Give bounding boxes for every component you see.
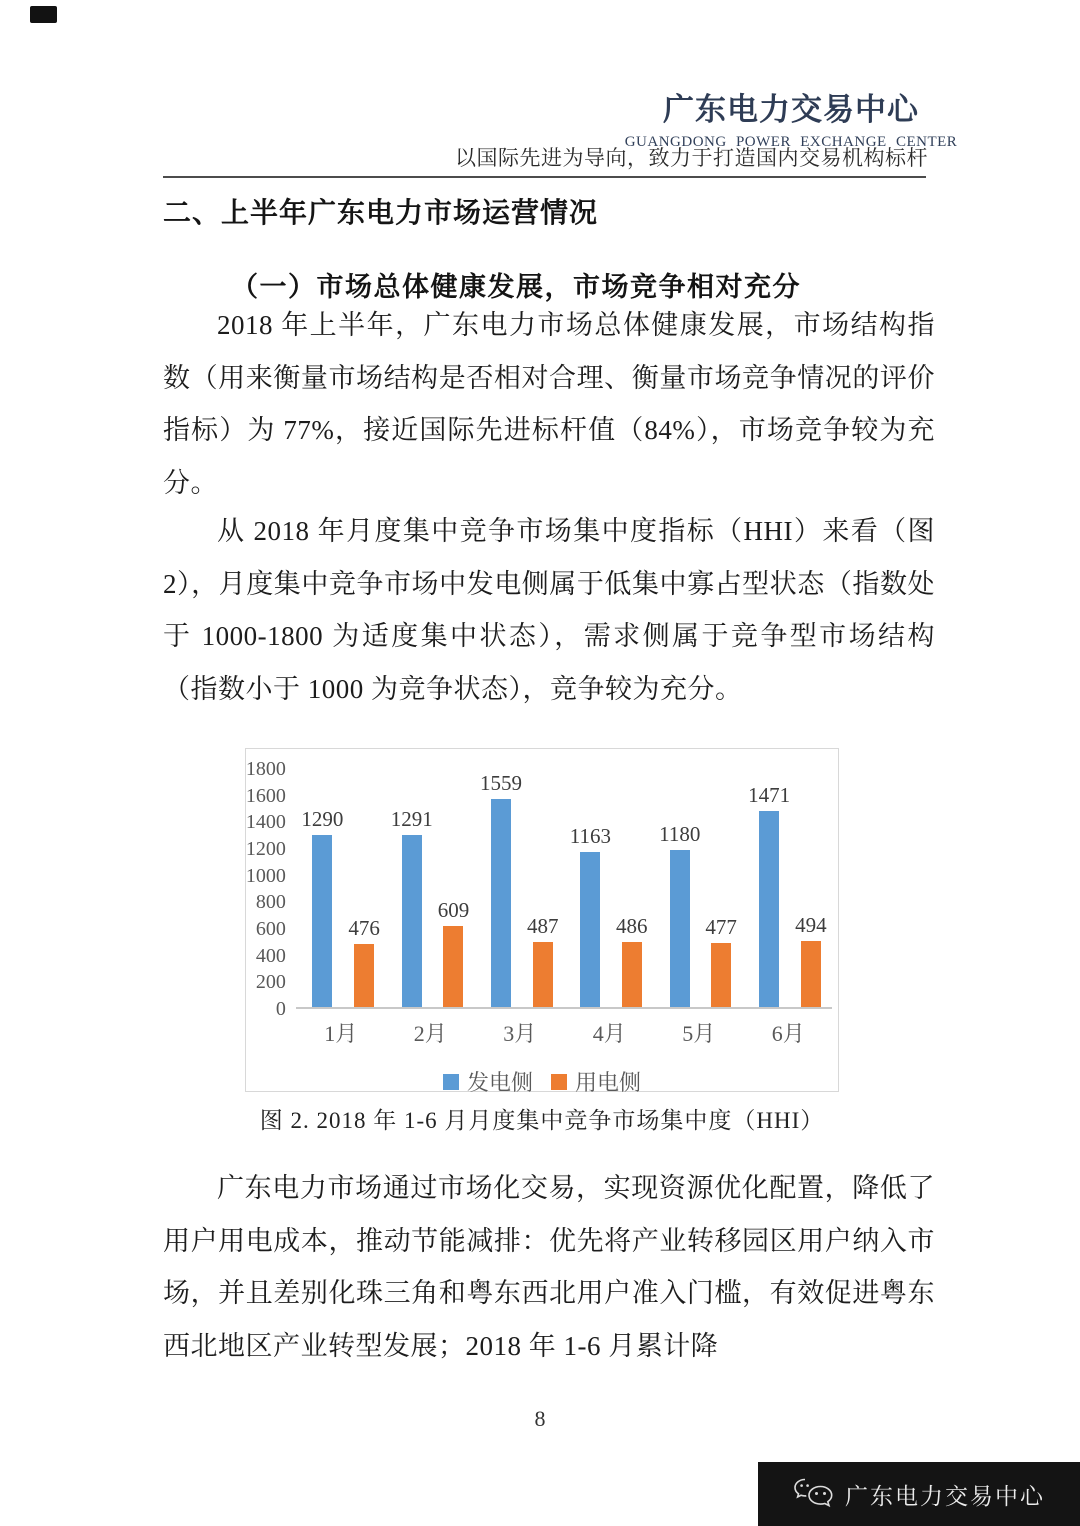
bar-用电侧	[443, 926, 463, 1007]
y-tick-label: 1000	[245, 864, 286, 887]
bar-column	[438, 898, 470, 1007]
bar-value-label: 1290	[301, 807, 344, 831]
bar-column	[527, 914, 559, 1007]
bar-用电侧	[622, 942, 642, 1007]
legend-label: 用电侧	[575, 1070, 642, 1095]
bar-value-label: 1471	[748, 783, 791, 807]
chart-legend	[246, 1066, 838, 1097]
bar-发电侧	[402, 835, 422, 1007]
y-tick-label: 800	[255, 891, 286, 914]
header-tagline: 以国际先进为导向，致力于打造国内交易机构标杆	[455, 147, 928, 170]
section-title: 二、上半年广东电力市场运营情况	[163, 197, 599, 228]
bar-column	[705, 915, 737, 1007]
watermark-text: 广东电力交易中心	[845, 1482, 1045, 1509]
legend-item	[443, 1066, 533, 1097]
bar-value-label: 486	[615, 914, 648, 938]
bar-value-label: 609	[437, 898, 470, 922]
bar-value-label: 1291	[390, 807, 433, 831]
bar-value-label: 1180	[659, 822, 701, 846]
legend-item	[551, 1066, 641, 1097]
bar-column	[570, 824, 611, 1007]
chart-plot	[296, 769, 832, 1009]
x-axis-label: 3月	[503, 1021, 537, 1046]
subsection-title: （一）市场总体健康发展，市场竞争相对充分	[231, 272, 801, 302]
bar-column	[348, 916, 380, 1007]
corner-artifact	[30, 6, 57, 23]
bar-发电侧	[759, 811, 779, 1007]
bar-column	[301, 807, 343, 1007]
bar-value-label: 487	[527, 914, 559, 938]
bar-group	[564, 769, 653, 1007]
bar-group	[653, 769, 742, 1007]
bar-发电侧	[580, 852, 600, 1007]
page-number: 8	[534, 1406, 546, 1431]
bar-column	[616, 914, 648, 1007]
bar-column	[795, 913, 827, 1007]
y-tick-label: 0	[275, 998, 286, 1020]
x-axis-label: 4月	[592, 1021, 626, 1046]
y-tick-label: 200	[255, 971, 286, 994]
bar-用电侧	[801, 941, 821, 1007]
chart-plot-row	[245, 758, 838, 1020]
y-tick-label: 1400	[245, 811, 286, 834]
header-logo-block	[596, 84, 986, 151]
bar-用电侧	[711, 943, 731, 1007]
chart-y-axis	[245, 758, 296, 1020]
org-name-cn: 广东电力交易中心	[663, 92, 919, 127]
x-axis-label: 1月	[324, 1021, 358, 1046]
bar-group	[296, 769, 385, 1007]
bar-value-label: 1559	[480, 771, 523, 795]
y-tick-label: 1600	[245, 784, 286, 807]
bar-group	[475, 769, 564, 1007]
y-tick-label: 1800	[245, 758, 286, 780]
bar-发电侧	[312, 835, 332, 1007]
paragraph-2: 从 2018 年月度集中竞争市场集中度指标（HHI）来看（图 2），月度集中竞争市场中发电侧属于低集中寡占型状态（指数处于 1000-1800 为适度集中状态），需求侧属于竞争型市场结构（指数小于 1000 为竞争状态），竞争较为充分。	[163, 516, 935, 704]
bar-column	[748, 783, 790, 1007]
x-axis-label: 2月	[413, 1021, 447, 1046]
y-tick-label: 1200	[245, 838, 286, 860]
bar-发电侧	[491, 799, 511, 1007]
figure-caption: 图 2. 2018 年 1-6 月月度集中竞争市场集中度（HHI）	[259, 1108, 825, 1133]
bar-用电侧	[354, 944, 374, 1007]
y-tick-label: 600	[255, 918, 286, 940]
legend-swatch	[551, 1074, 567, 1090]
bar-column	[391, 807, 433, 1007]
hhi-bar-chart	[245, 748, 839, 1095]
watermark-bar	[758, 1462, 1080, 1526]
x-axis-label: 5月	[682, 1021, 716, 1046]
bar-value-label: 1163	[569, 824, 611, 848]
bar-value-label: 494	[795, 913, 827, 937]
paragraph-1: 2018 年上半年，广东电力市场总体健康发展，市场结构指数（用来衡量市场结构是否相对合理、衡量市场竞争情况的评价指标）为 77%，接近国际先进标杆值（84%），市场竞争较为充分。	[163, 310, 935, 498]
bar-group	[385, 769, 474, 1007]
wechat-icon	[793, 1477, 835, 1511]
bar-column	[659, 822, 700, 1007]
paragraph-3: 广东电力市场通过市场化交易，实现资源优化配置，降低了用户用电成本，推动节能减排：优先将产业转移园区用户纳入市场，并且差别化珠三角和粤东西北用户准入门槛，有效促进粤东西北地区产业转型发展；2018 年 1-6 月累计降	[163, 1173, 935, 1361]
legend-label: 发电侧	[466, 1070, 533, 1095]
legend-swatch	[443, 1074, 459, 1090]
y-tick-label: 400	[255, 944, 286, 967]
header-rule	[163, 176, 926, 178]
org-name-en: GUANGDONG POWER EXCHANGE CENTER	[624, 134, 958, 150]
bar-value-label: 476	[348, 916, 380, 940]
bar-group	[743, 769, 832, 1007]
bar-value-label: 477	[705, 915, 737, 939]
bar-用电侧	[533, 942, 553, 1007]
chart-x-axis	[296, 1009, 833, 1048]
x-axis-label: 6月	[771, 1021, 805, 1046]
bar-column	[480, 771, 522, 1007]
bar-发电侧	[670, 850, 690, 1007]
